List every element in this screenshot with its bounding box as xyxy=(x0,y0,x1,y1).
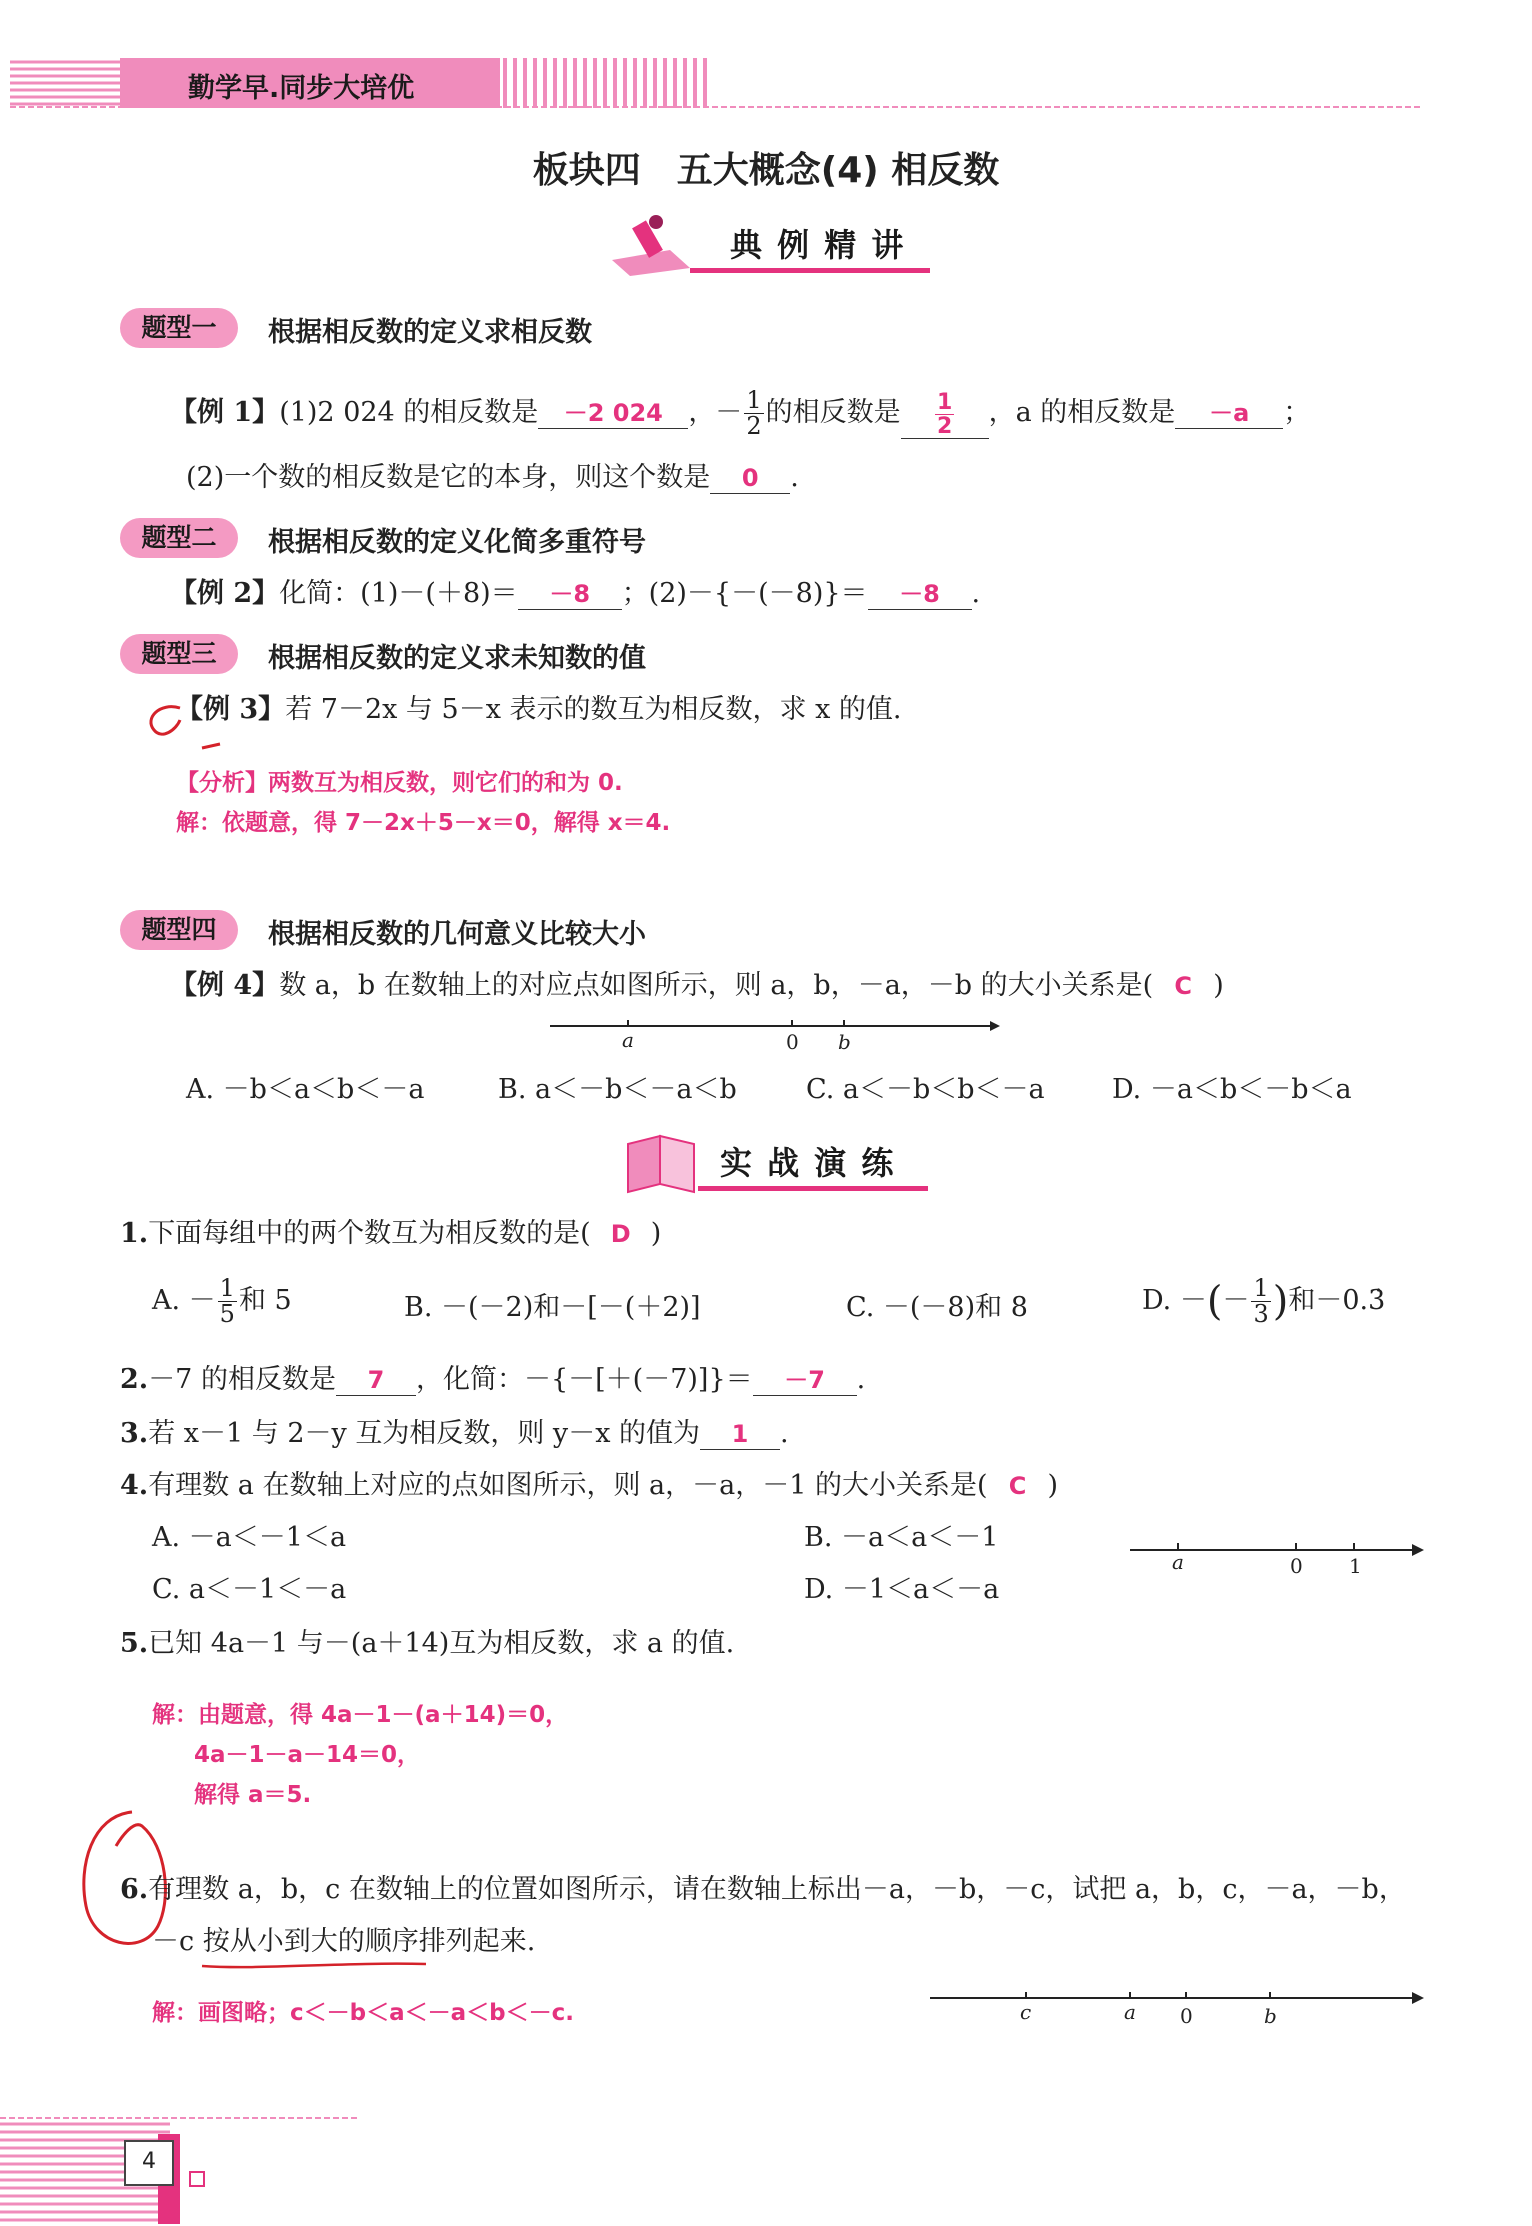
answer-blank-9: 1 xyxy=(700,1420,780,1450)
example-2-text-1: 化简：(1)－(＋8)＝ xyxy=(279,578,518,609)
type-badge-1: 题型一 xyxy=(120,308,238,348)
handwritten-underline xyxy=(200,1958,430,1974)
example-1-line-2 xyxy=(186,462,799,494)
problem-3-line xyxy=(120,1418,789,1450)
problem-6-axis-label-a: a xyxy=(1124,2000,1136,2024)
example-2-tag: 【例 2】 xyxy=(170,578,280,609)
example-3-line xyxy=(176,694,901,726)
problem-4-answer: C xyxy=(1008,1472,1027,1500)
problem-5-number: 5. xyxy=(120,1628,149,1659)
page-number-box xyxy=(124,2140,174,2186)
example-1-tag: 【例 1】 xyxy=(170,397,280,429)
problem-3-end: . xyxy=(780,1418,789,1449)
footer-stripes xyxy=(0,2114,360,2226)
answer-blank-3: －a xyxy=(1175,399,1283,429)
number-line-example-4 xyxy=(550,1012,1000,1052)
problem-6-solution: 解：画图略；c＜－b＜a＜－a＜b＜－c. xyxy=(152,2000,574,2026)
fraction-one-fifth: $\frac{1}{5}$ xyxy=(219,1274,235,1329)
problem-2-number: 2. xyxy=(120,1364,149,1395)
problem-6-line-2: －c 按从小到大的顺序排列起来. xyxy=(152,1926,536,1957)
example-4-axis-label-0: 0 xyxy=(786,1030,799,1054)
example-1-end: . xyxy=(790,462,799,493)
problem-4-line xyxy=(120,1470,1058,1502)
example-1-text-1: (1)2 024 的相反数是 xyxy=(279,397,539,429)
example-4-tag: 【例 4】 xyxy=(170,970,280,1001)
example-4-line xyxy=(170,970,1224,1002)
problem-6-axis-label-0: 0 xyxy=(1180,2004,1193,2028)
banner-practice-label: 实 战 演 练 xyxy=(720,1144,896,1182)
type-badge-4: 题型四 xyxy=(120,910,238,950)
answer-blank-8: －7 xyxy=(753,1366,857,1396)
problem-1-number: 1. xyxy=(120,1218,149,1249)
example-4-axis-label-a: a xyxy=(622,1028,634,1052)
example-3-tag: 【例 3】 xyxy=(176,694,286,725)
problem-1-close: ) xyxy=(650,1218,662,1249)
page-number: 4 xyxy=(142,2149,156,2174)
problem-4-close: ) xyxy=(1047,1470,1059,1501)
problem-1-line xyxy=(120,1218,661,1250)
header-title: 勤学早.同步大培优 xyxy=(188,73,415,104)
problem-6-axis-label-b: b xyxy=(1264,2004,1277,2028)
answer-blank-2: $\frac{1}{2}$ xyxy=(901,391,989,439)
type-title-3: 根据相反数的定义求未知数的值 xyxy=(268,643,646,674)
number-line-problem-6 xyxy=(930,1988,1425,2018)
example-4-answer: C xyxy=(1174,972,1193,1000)
example-1-text-4: ，a 的相反数是 xyxy=(988,397,1176,429)
banner-examples xyxy=(610,210,940,280)
problem-4-option-c: C. a＜－1＜－a xyxy=(152,1574,347,1605)
problem-4-option-d: D. －1＜a＜－a xyxy=(804,1574,1000,1605)
answer-blank-1: －2 024 xyxy=(538,399,688,429)
example-4-axis-label-b: b xyxy=(838,1030,851,1054)
type-title-2: 根据相反数的定义化简多重符号 xyxy=(268,527,646,558)
problem-5-line xyxy=(120,1628,734,1660)
problem-2-text-1: －7 的相反数是 xyxy=(148,1364,336,1395)
problem-6-number: 6. xyxy=(120,1874,149,1905)
example-3-analysis: 【分析】两数互为相反数，则它们的和为 0. xyxy=(176,770,623,796)
problem-2-end: . xyxy=(856,1364,866,1395)
example-1-text-2: ，－ xyxy=(688,397,743,429)
example-2-text-2: ；(2)－{－(－8)}＝ xyxy=(621,578,868,609)
type-title-1: 根据相反数的定义求相反数 xyxy=(268,317,592,348)
header-bar xyxy=(0,56,1420,110)
problem-3-number: 3. xyxy=(120,1418,149,1449)
example-1-line-1 xyxy=(170,388,1310,439)
problem-1-answer: D xyxy=(610,1220,631,1248)
problem-2-text-2: ，化简：－{－[＋(－7)]}＝ xyxy=(415,1364,753,1395)
fraction-one-third: $\frac{1}{3}$ xyxy=(1253,1274,1269,1329)
example-2-end: . xyxy=(971,578,981,609)
example-1-text-3: 的相反数是 xyxy=(765,397,901,429)
example-4-option-c: C. a＜－b＜b＜－a xyxy=(806,1074,1045,1105)
type-title-4: 根据相反数的几何意义比较大小 xyxy=(268,919,646,950)
problem-4-axis-label-a: a xyxy=(1172,1550,1184,1574)
banner-examples-label: 典 例 精 讲 xyxy=(730,226,906,264)
answer-blank-5: －8 xyxy=(518,580,622,610)
problem-1-option-c: C. －(－8)和 8 xyxy=(846,1292,1028,1323)
example-3-solution: 解：依题意，得 7－2x＋5－x＝0，解得 x＝4. xyxy=(176,810,671,836)
example-4-option-d: D. －a＜b＜－b＜a xyxy=(1112,1074,1352,1105)
problem-2-line xyxy=(120,1364,865,1396)
problem-1-text: 下面每组中的两个数互为相反数的是( xyxy=(148,1218,591,1249)
answer-blank-6: －8 xyxy=(868,580,972,610)
example-4-text: 数 a，b 在数轴上的对应点如图所示，则 a，b，－a，－b 的大小关系是( xyxy=(279,970,1154,1001)
example-1-text-6: (2)一个数的相反数是它的本身，则这个数是 xyxy=(186,462,711,493)
type-badge-2: 题型二 xyxy=(120,518,238,558)
example-2-line xyxy=(170,578,980,610)
answer-blank-4: 0 xyxy=(710,464,790,494)
problem-4-axis-label-1: 1 xyxy=(1349,1554,1362,1578)
banner-practice xyxy=(624,1130,934,1200)
type-badge-3: 题型三 xyxy=(120,634,238,674)
problem-5-solution-2: 4a－1－a－14＝0， xyxy=(194,1742,421,1768)
example-4-option-b: B. a＜－b＜－a＜b xyxy=(498,1074,737,1105)
problem-4-number: 4. xyxy=(120,1470,149,1501)
problem-1-option-b: B. －(－2)和－[－(＋2)] xyxy=(404,1292,701,1323)
example-3-text: 若 7－2x 与 5－x 表示的数互为相反数，求 x 的值. xyxy=(285,694,902,725)
problem-1-option-a: A. － $\frac{1}{5}$ 和 5 xyxy=(152,1274,292,1329)
problem-6-line-1 xyxy=(120,1874,1406,1906)
problem-5-solution-1: 解：由题意，得 4a－1－(a＋14)＝0， xyxy=(152,1702,569,1728)
problem-4-axis-label-0: 0 xyxy=(1290,1554,1303,1578)
problem-6-axis-label-c: c xyxy=(1020,2000,1032,2024)
example-4-close: ) xyxy=(1213,970,1224,1001)
example-1-text-5: ； xyxy=(1283,397,1311,429)
problem-3-text: 若 x－1 与 2－y 互为相反数，则 y－x 的值为 xyxy=(148,1418,700,1449)
fraction-half: $\frac{1}{2}$ xyxy=(746,386,762,441)
section-title: 板块四 五大概念(4) 相反数 xyxy=(532,150,1000,191)
example-4-option-a: A. －b＜a＜b＜－a xyxy=(186,1074,425,1105)
problem-4-option-b: B. －a＜a＜－1 xyxy=(804,1522,999,1553)
problem-6-text-1: 有理数 a，b，c 在数轴上的位置如图所示，请在数轴上标出－a，－b，－c，试把 a，b，c，－a，－b， xyxy=(148,1874,1406,1905)
problem-4-text: 有理数 a 在数轴上对应的点如图所示，则 a，－a，－1 的大小关系是( xyxy=(148,1470,988,1501)
problem-5-solution-3: 解得 a＝5. xyxy=(194,1782,312,1808)
problem-1-option-d: D. －(－ $\frac{1}{3}$ )和－0.3̇ xyxy=(1142,1274,1386,1329)
problem-4-option-a: A. －a＜－1＜a xyxy=(152,1522,347,1553)
answer-blank-7: 7 xyxy=(336,1366,416,1396)
problem-5-text: 已知 4a－1 与－(a＋14)互为相反数，求 a 的值. xyxy=(148,1628,735,1659)
